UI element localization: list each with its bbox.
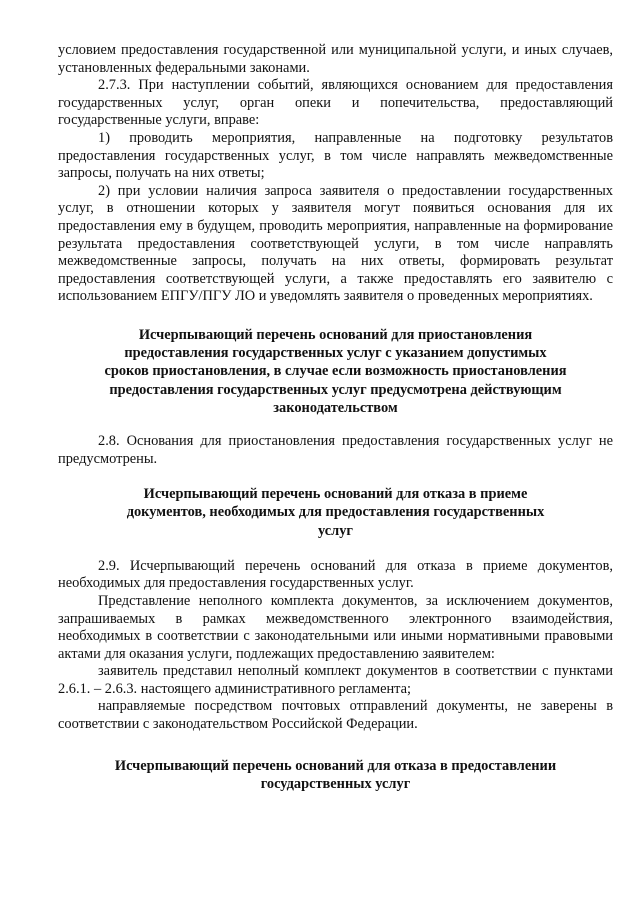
paragraph-item-2: 2) при условии наличия запроса заявителя о предоставлении государственных услуг, в отношении которых у заявителя могут появиться основания для их предоставления ему в будущем, проводить мероприятия, направленные на формирование результата предоставления соответствующей услуги, в том числе направлять межведомственные запросы, получать на них ответы, формировать результат предоставления соответствующей услуги, а также предоставлять его заявителю с использованием ЕПГУ/ПГУ ЛО и уведомлять заявителя о проведенных мероприятиях. xyxy=(58,182,613,305)
section-heading-suspension: Исчерпывающий перечень оснований для приостановления предоставления государственных услуг с указанием допустимых сроков приостановления, в случае если возможность приостановления предоставления государственных услуг предусмотрена действующим законодательством xyxy=(104,326,567,416)
section-heading-refusal-documents: Исчерпывающий перечень оснований для отказа в приеме документов, необходимых для предоставления государственных услуг xyxy=(126,486,545,539)
paragraph-2-9: 2.9. Исчерпывающий перечень оснований для отказа в приеме документов, необходимых для предоставления государственных услуг. xyxy=(58,557,613,592)
section-heading-refusal-services: Исчерпывающий перечень оснований для отказа в предоставлении государственных услуг xyxy=(114,757,557,792)
paragraph-item-1: 1) проводить мероприятия, направленные на подготовку результатов предоставления государственных услуг, в том числе направлять межведомственные запросы, получать на них ответы; xyxy=(58,129,613,182)
paragraph-postal-documents: направляемые посредством почтовых отправлений документы, не заверены в соответствии с законодательством Российской Федерации. xyxy=(58,698,613,733)
paragraph-2-7-3: 2.7.3. При наступлении событий, являющихся основанием для предоставления государственных услуг, орган опеки и попечительства, предоставляющий государственные услуги, вправе: xyxy=(58,77,613,129)
paragraph-continuation: условием предоставления государственной или муниципальной услуги, и иных случаев, установленных федеральными законами. xyxy=(58,42,613,76)
paragraph-2-8: 2.8. Основания для приостановления предоставления государственных услуг не предусмотрены. xyxy=(58,432,613,467)
paragraph-incomplete-set: Представление неполного комплекта документов, за исключением документов, запрашиваемых в рамках межведомственного электронного взаимодействия, необходимых в соответствии с законодательными или иными нормативными правовыми актами для оказания услуги, подлежащих предоставлению заявителем: xyxy=(58,592,613,662)
document-page xyxy=(58,42,613,793)
paragraph-incomplete-documents: заявитель представил неполный комплект документов в соответствии с пунктами 2.6.1. – 2.6.3. настоящего административного регламента; xyxy=(58,663,613,697)
